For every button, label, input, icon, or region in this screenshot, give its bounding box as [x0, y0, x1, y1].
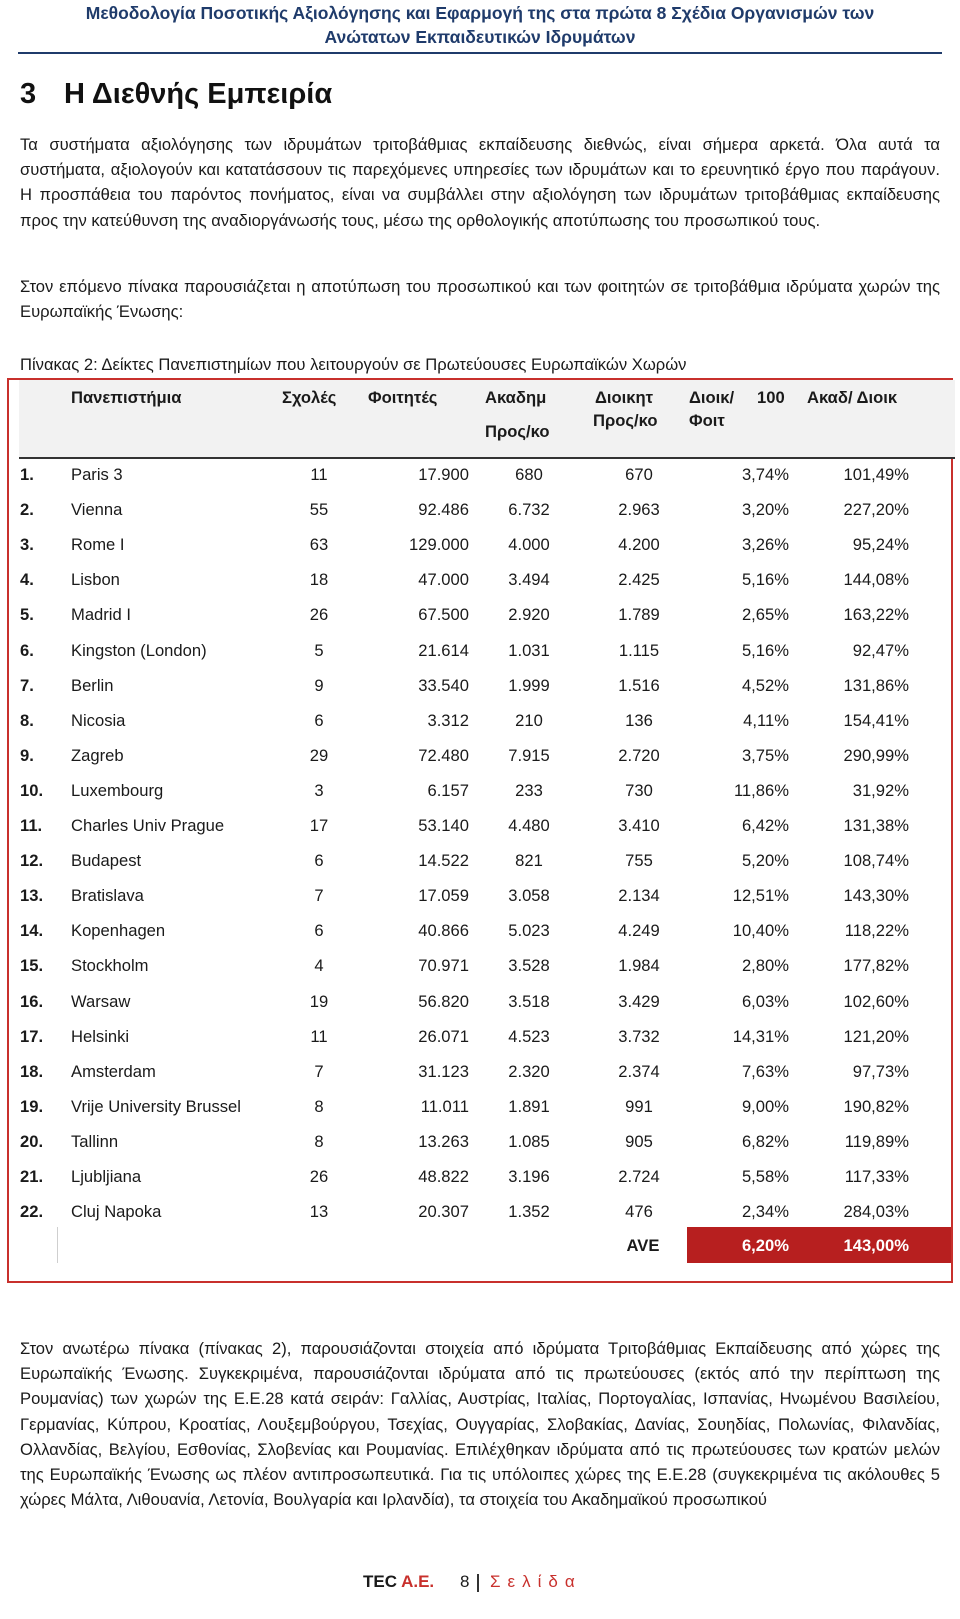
admin-student-ratio: 4,52%: [741, 675, 789, 695]
university-name: Paris 3: [71, 465, 123, 484]
academic-staff: 3.196: [508, 1167, 550, 1186]
schools-count: 6: [314, 921, 324, 941]
academic-staff: 3.518: [508, 991, 550, 1011]
university-name: Stockholm: [71, 956, 149, 976]
admin-staff: 1.984: [618, 956, 660, 976]
col-ratio-l1: Διοικ/: [689, 388, 735, 407]
academic-staff: 1.891: [508, 1096, 550, 1116]
students-count: 21.614: [418, 640, 469, 660]
admin-staff: 3.732: [618, 1026, 660, 1046]
schools-count: 8: [314, 1096, 324, 1116]
students-count: 17.059: [418, 886, 469, 906]
admin-student-ratio: 3,74%: [741, 465, 789, 484]
university-name: Nicosia: [71, 710, 126, 730]
university-name: Kopenhagen: [71, 921, 166, 941]
students-count: 92.486: [418, 500, 469, 520]
students-count: 31.123: [418, 1061, 469, 1081]
admin-student-ratio: 6,42%: [741, 816, 789, 835]
academic-admin-ratio: 143,30%: [843, 886, 909, 906]
schools-count: 8: [314, 1131, 324, 1151]
admin-student-ratio: 11,86%: [733, 780, 789, 800]
university-name: Kingston (London): [71, 640, 207, 660]
page-number: 8: [460, 1572, 470, 1591]
col-schools: Σχολές: [282, 388, 337, 407]
academic-staff: 6.732: [508, 500, 550, 520]
average-ratio: 6,20%: [741, 1236, 789, 1255]
students-count: 20.307: [418, 1202, 469, 1222]
table-row: [9, 562, 955, 597]
academic-admin-ratio: 117,33%: [844, 1167, 909, 1186]
row-number: 4.: [20, 570, 34, 590]
table-row: [9, 527, 955, 562]
university-name: Lisbon: [71, 570, 120, 590]
universities-table: [7, 378, 953, 1283]
table-caption: Πίνακας 2: Δείκτες Πανεπιστημίων που λειτουργούν σε Πρωτεύουσες Ευρωπαϊκών Χωρών: [20, 355, 687, 374]
academic-admin-ratio: 102,60%: [843, 991, 909, 1011]
students-count: 56.820: [418, 991, 469, 1011]
table-row: [9, 492, 955, 527]
academic-staff: 5.023: [508, 921, 550, 941]
students-count: 40.866: [418, 921, 469, 941]
admin-staff: 3.410: [618, 816, 660, 835]
schools-count: 63: [309, 535, 329, 555]
admin-student-ratio: 9,00%: [741, 1096, 789, 1116]
schools-count: 7: [314, 1061, 324, 1081]
academic-admin-ratio: 92,47%: [852, 640, 909, 660]
students-count: 13.263: [418, 1131, 469, 1151]
table-header: [19, 380, 955, 459]
page-footer: [0, 1572, 960, 1602]
row-number: 10.: [20, 780, 44, 800]
table-row: [9, 773, 955, 808]
schools-count: 4: [314, 956, 324, 976]
students-count: 14.522: [418, 851, 469, 871]
header-title-line2: Ανώτατων Εκπαιδευτικών Ιδρυμάτων: [324, 27, 636, 47]
academic-staff: 3.058: [508, 886, 550, 906]
row-number: 16.: [20, 991, 44, 1011]
schools-count: 26: [309, 605, 329, 625]
admin-staff: 2.374: [618, 1061, 660, 1081]
admin-staff: 670: [625, 465, 653, 484]
admin-student-ratio: 5,16%: [741, 640, 789, 660]
academic-staff: 2.920: [508, 605, 550, 625]
table-row: [9, 668, 955, 703]
row-number: 12.: [20, 851, 44, 871]
table-row: [9, 597, 955, 632]
section-number: 3: [20, 78, 37, 110]
schools-count: 5: [314, 640, 324, 660]
schools-count: 7: [314, 886, 324, 906]
admin-student-ratio: 2,80%: [741, 956, 789, 976]
section-title: Η Διεθνής Εμπειρία: [64, 78, 333, 110]
admin-student-ratio: 14,31%: [732, 1026, 789, 1046]
university-name: Tallinn: [71, 1131, 119, 1151]
schools-count: 18: [309, 570, 329, 590]
students-count: 70.971: [418, 956, 469, 976]
university-name: Vrije University Brussel: [71, 1096, 241, 1116]
table-row: [9, 913, 955, 948]
row-number: 11.: [20, 816, 43, 835]
university-name: Ljubljiana: [71, 1167, 142, 1186]
students-count: 11.011: [420, 1096, 469, 1116]
table-row: [9, 948, 955, 983]
admin-staff: 2.963: [618, 500, 660, 520]
row-number: 7.: [20, 675, 34, 695]
admin-staff: 905: [625, 1131, 653, 1151]
academic-staff: 1.085: [508, 1131, 550, 1151]
students-count: 26.071: [418, 1026, 469, 1046]
university-name: Amsterdam: [71, 1061, 156, 1081]
academic-staff: 3.528: [508, 956, 550, 976]
students-count: 17.900: [418, 465, 469, 484]
university-name: Helsinki: [71, 1026, 130, 1046]
schools-count: 6: [314, 851, 324, 871]
analysis-paragraph: Στον ανωτέρω πίνακα (πίνακας 2), παρουσιάζονται στοιχεία από ιδρύματα Τριτοβάθμιας Εκπαίδευσης από χώρες της Ευρωπαϊκής Ένωσης. Συγκεκριμένα, παρουσιάζονται ιδρύματα από τις πρωτεύουσες (εκτός από την περίπτωση της Ρουμανίας) των χωρών της Ε.Ε.28 κατά σειράν: Γαλλίας, Αυστρίας, Ιταλίας, Πορτογαλίας, Ισπανίας, Ηνωμένου Βασιλείου, Γερμανίας, Κύπρου, Κροατίας, Λουξεμβούργου, Τσεχίας, Ουγγαρίας, Σλοβακίας, Δανίας, Σουηδίας, Πολωνίας, Φιλανδίας, Ολλανδίας, Βελγίου, Εσθονίας, Σλοβενίας και Ρουμανίας. Επιλέχθηκαν ιδρύματα από τις πρωτεύουσες των κρατών μελών της Ευρωπαϊκής Ένωσης ως πλέον αντιπροσωπευτικά. Για τις υπόλοιπες χώρες της Ε.Ε.28 (συγκεκριμένα τις ακόλουθες 5 χώρες Μάλτα, Λιθουανία, Λετονία, Βουλγαρία και Ιρλανδία), τα στοιχεία του Ακαδημαϊκού προσωπικού: [20, 1339, 940, 1510]
university-name: Budapest: [71, 851, 142, 871]
col-students: Φοιτητές: [368, 388, 438, 407]
table-row: [9, 1124, 955, 1159]
admin-student-ratio: 5,20%: [741, 851, 789, 871]
row-number: 21.: [20, 1167, 44, 1186]
admin-staff: 991: [625, 1096, 653, 1116]
page-word: Σελίδα: [490, 1572, 582, 1591]
schools-count: 29: [309, 745, 329, 765]
academic-staff: 4.000: [508, 535, 550, 555]
academic-admin-ratio: 131,38%: [843, 816, 909, 835]
academic-admin-ratio: 119,89%: [844, 1131, 909, 1151]
admin-student-ratio: 10,40%: [732, 921, 789, 941]
admin-staff: 3.429: [618, 991, 660, 1011]
table-row: [9, 703, 955, 738]
students-count: 48.822: [418, 1167, 469, 1186]
table-row: [9, 808, 955, 843]
students-count: 3.312: [427, 710, 469, 730]
university-name: Cluj Napoka: [71, 1202, 162, 1222]
col-university: Πανεπιστήμια: [71, 388, 182, 407]
col-acad-admin: Ακαδ/ Διοικ: [807, 388, 898, 407]
col-admin-l2: Προς/κο: [593, 411, 658, 430]
header-rule: [18, 52, 942, 54]
academic-admin-ratio: 131,86%: [843, 675, 909, 695]
header-title-line1: Μεθοδολογία Ποσοτικής Αξιολόγησης και Εφαρμογή της στα πρώτα 8 Σχέδια Οργανισμών των: [85, 3, 875, 23]
col-academic-l1: Ακαδημ: [485, 388, 547, 407]
academic-admin-ratio: 121,20%: [843, 1026, 909, 1046]
students-count: 67.500: [418, 605, 469, 625]
row-number: 20.: [20, 1131, 44, 1151]
academic-admin-ratio: 177,82%: [843, 956, 909, 976]
academic-staff: 1.352: [508, 1202, 550, 1222]
col-admin-l1: Διοικητ: [595, 388, 654, 407]
admin-student-ratio: 7,63%: [741, 1061, 789, 1081]
academic-staff: 233: [515, 780, 543, 800]
admin-student-ratio: 2,65%: [741, 605, 789, 625]
table-row: [9, 1019, 955, 1054]
admin-staff: 730: [625, 780, 653, 800]
university-name: Warsaw: [71, 991, 131, 1011]
admin-staff: 2.724: [618, 1167, 660, 1186]
table-row: [9, 843, 955, 878]
academic-staff: 1.999: [508, 675, 550, 695]
row-number: 3.: [20, 535, 34, 555]
row-number: 1.: [20, 465, 34, 484]
schools-count: 11: [310, 465, 328, 484]
students-count: 129.000: [409, 535, 469, 555]
admin-staff: 1.115: [618, 640, 660, 660]
students-count: 6.157: [427, 780, 469, 800]
university-name: Rome I: [71, 535, 125, 555]
university-name: Madrid I: [71, 605, 131, 625]
academic-admin-ratio: 190,82%: [843, 1096, 909, 1116]
admin-staff: 2.720: [618, 745, 660, 765]
admin-student-ratio: 3,75%: [741, 745, 789, 765]
schools-count: 19: [309, 991, 329, 1011]
schools-count: 13: [309, 1202, 329, 1222]
table-row: [9, 633, 955, 668]
academic-staff: 2.320: [508, 1061, 550, 1081]
schools-count: 26: [309, 1167, 329, 1186]
academic-admin-ratio: 31,92%: [852, 780, 909, 800]
row-number: 8.: [20, 710, 34, 730]
table-row: [9, 1194, 955, 1229]
schools-count: 6: [314, 710, 324, 730]
academic-admin-ratio: 144,08%: [843, 570, 909, 590]
row-number: 22.: [20, 1202, 44, 1222]
academic-staff: 210: [515, 710, 543, 730]
row-number: 15.: [20, 956, 44, 976]
row-number: 6.: [20, 640, 34, 660]
students-count: 72.480: [418, 745, 469, 765]
admin-staff: 2.134: [618, 886, 660, 906]
university-name: Charles Univ Prague: [71, 816, 225, 835]
admin-student-ratio: 6,82%: [741, 1131, 789, 1151]
table-row: [9, 878, 955, 913]
col-academic-l2: Προς/κο: [485, 422, 550, 441]
admin-student-ratio: 3,20%: [741, 500, 789, 520]
schools-count: 55: [309, 500, 329, 520]
row-number: 5.: [20, 605, 34, 625]
table-row: [9, 1054, 955, 1089]
university-name: Luxembourg: [71, 780, 164, 800]
academic-staff: 7.915: [508, 745, 550, 765]
schools-count: 3: [314, 780, 324, 800]
admin-staff: 476: [625, 1202, 653, 1222]
admin-staff: 755: [625, 851, 653, 871]
admin-student-ratio: 6,03%: [741, 991, 789, 1011]
schools-count: 9: [314, 675, 324, 695]
academic-admin-ratio: 108,74%: [843, 851, 909, 871]
row-number: 19.: [20, 1096, 44, 1116]
table-row: [9, 1159, 955, 1194]
row-number: 18.: [20, 1061, 44, 1081]
students-count: 33.540: [418, 675, 469, 695]
table-row: [9, 1089, 955, 1124]
admin-staff: 1.516: [618, 675, 660, 695]
row-number: 9.: [20, 745, 34, 765]
schools-count: 11: [310, 1026, 328, 1046]
admin-staff: 2.425: [618, 570, 660, 590]
academic-staff: 821: [515, 851, 543, 871]
admin-student-ratio: 5,16%: [741, 570, 789, 590]
average-row: [9, 1227, 951, 1263]
table-row: [9, 738, 955, 773]
admin-staff: 4.200: [618, 535, 660, 555]
average-acad-admin: 143,00%: [843, 1236, 909, 1255]
row-number: 2.: [20, 500, 34, 520]
intro-paragraph: Τα συστήματα αξιολόγησης των ιδρυμάτων τριτοβάθμιας εκπαίδευσης διεθνώς, είναι σήμερα αρκετά. Όλα αυτά τα συστήματα, αξιολογούν και κατατάσσουν τις παρεχόμενες υπηρεσίες των ιδρυμάτων και το ερευνητικό έργο που παράγουν. Η προσπάθεια του παρόντος πονήματος, είναι να συμβάλλει στην αξιολόγηση των ιδρυμάτων τριτοβάθμιας εκπαίδευσης προς την κατεύθυνση της αναδιοργάνωσής τους, μέσω της ορθολογικής αποτύπωσης του προσωπικού τους.: [20, 135, 940, 230]
academic-admin-ratio: 163,22%: [843, 605, 909, 625]
col-ratio-l2: Φοιτ: [689, 411, 725, 430]
schools-count: 17: [309, 816, 329, 835]
admin-staff: 4.249: [618, 921, 660, 941]
footer-brand: [363, 1572, 434, 1592]
row-number: 13.: [20, 886, 44, 906]
table-row: [9, 984, 955, 1019]
admin-student-ratio: 4,11%: [743, 710, 789, 730]
average-label: AVE: [626, 1236, 660, 1255]
university-name: Berlin: [71, 675, 114, 695]
university-name: Vienna: [71, 500, 123, 520]
table-intro-paragraph: Στον επόμενο πίνακα παρουσιάζεται η αποτύπωση του προσωπικού και των φοιτητών σε τριτοβάθμια ιδρύματα χωρών της Ευρωπαϊκής Ένωσης:: [20, 277, 940, 322]
academic-admin-ratio: 97,73%: [852, 1061, 909, 1081]
table-row: [9, 457, 955, 492]
admin-student-ratio: 2,34%: [741, 1202, 789, 1222]
academic-admin-ratio: 290,99%: [843, 745, 909, 765]
students-count: 47.000: [418, 570, 469, 590]
section-heading: [20, 78, 332, 111]
academic-staff: 4.523: [508, 1026, 550, 1046]
university-name: Zagreb: [71, 745, 124, 765]
footer-brand-ae: A.E.: [401, 1572, 435, 1591]
admin-student-ratio: 3,26%: [741, 535, 789, 555]
admin-staff: 1.789: [618, 605, 660, 625]
academic-admin-ratio: 284,03%: [843, 1202, 909, 1222]
students-count: 53.140: [418, 816, 469, 835]
footer-brand-tec: TEC: [363, 1572, 402, 1591]
academic-staff: 680: [515, 465, 543, 484]
col-ratio-100: 100: [757, 388, 785, 407]
academic-staff: 3.494: [508, 570, 550, 590]
admin-staff: 136: [625, 710, 653, 730]
academic-admin-ratio: 154,41%: [843, 710, 909, 730]
university-name: Bratislava: [71, 886, 144, 906]
footer-separator: [477, 1574, 479, 1592]
row-number: 14.: [20, 921, 44, 941]
academic-admin-ratio: 227,20%: [843, 500, 909, 520]
row-number: 17.: [20, 1026, 44, 1046]
academic-admin-ratio: 101,49%: [843, 465, 909, 484]
academic-staff: 1.031: [508, 640, 550, 660]
academic-admin-ratio: 118,22%: [844, 921, 909, 941]
academic-staff: 4.480: [508, 816, 550, 835]
admin-student-ratio: 5,58%: [741, 1167, 789, 1186]
admin-student-ratio: 12,51%: [732, 886, 789, 906]
academic-admin-ratio: 95,24%: [852, 535, 909, 555]
